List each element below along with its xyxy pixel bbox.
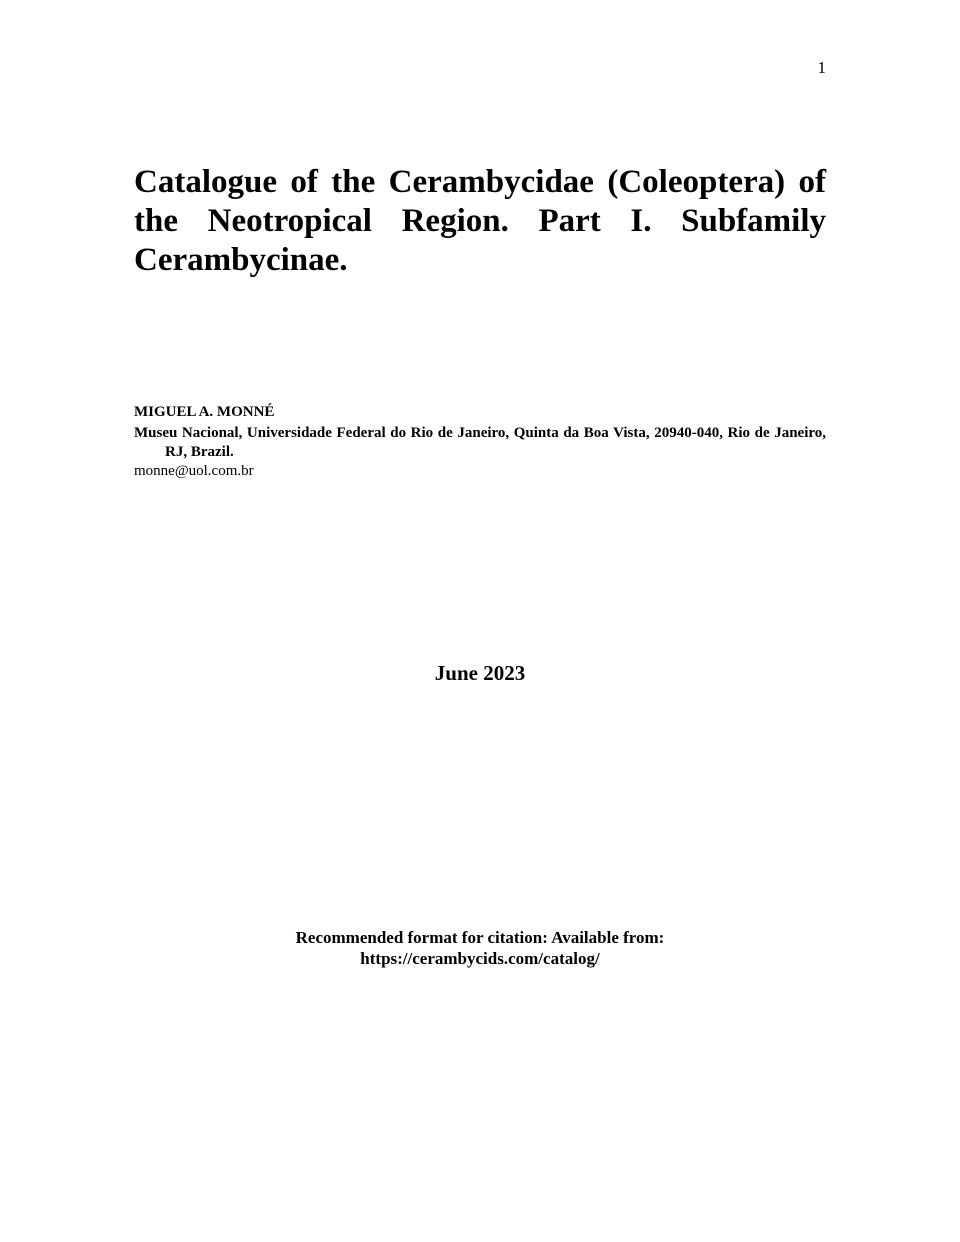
author-affiliation: Museu Nacional, Universidade Federal do Rio de Janeiro, Quinta da Boa Vista, 20940-040, Rio de Janeiro, RJ, Brazil. — [134, 425, 826, 460]
document-title: Catalogue of the Cerambycidae (Coleoptera) of the Neotropical Region. Part I. Subfamily Cerambycinae. — [134, 164, 826, 278]
citation-block — [0, 927, 960, 969]
author-block — [134, 403, 826, 481]
citation-text: Recommended format for citation: Available from: — [295, 928, 665, 947]
author-email: monne@uol.com.br — [134, 463, 254, 479]
citation-url: https://cerambycids.com/catalog/ — [360, 949, 600, 968]
author-name: MIGUEL A. MONNÉ — [134, 404, 275, 420]
page-number: 1 — [817, 58, 826, 77]
publication-date: June 2023 — [434, 661, 526, 685]
